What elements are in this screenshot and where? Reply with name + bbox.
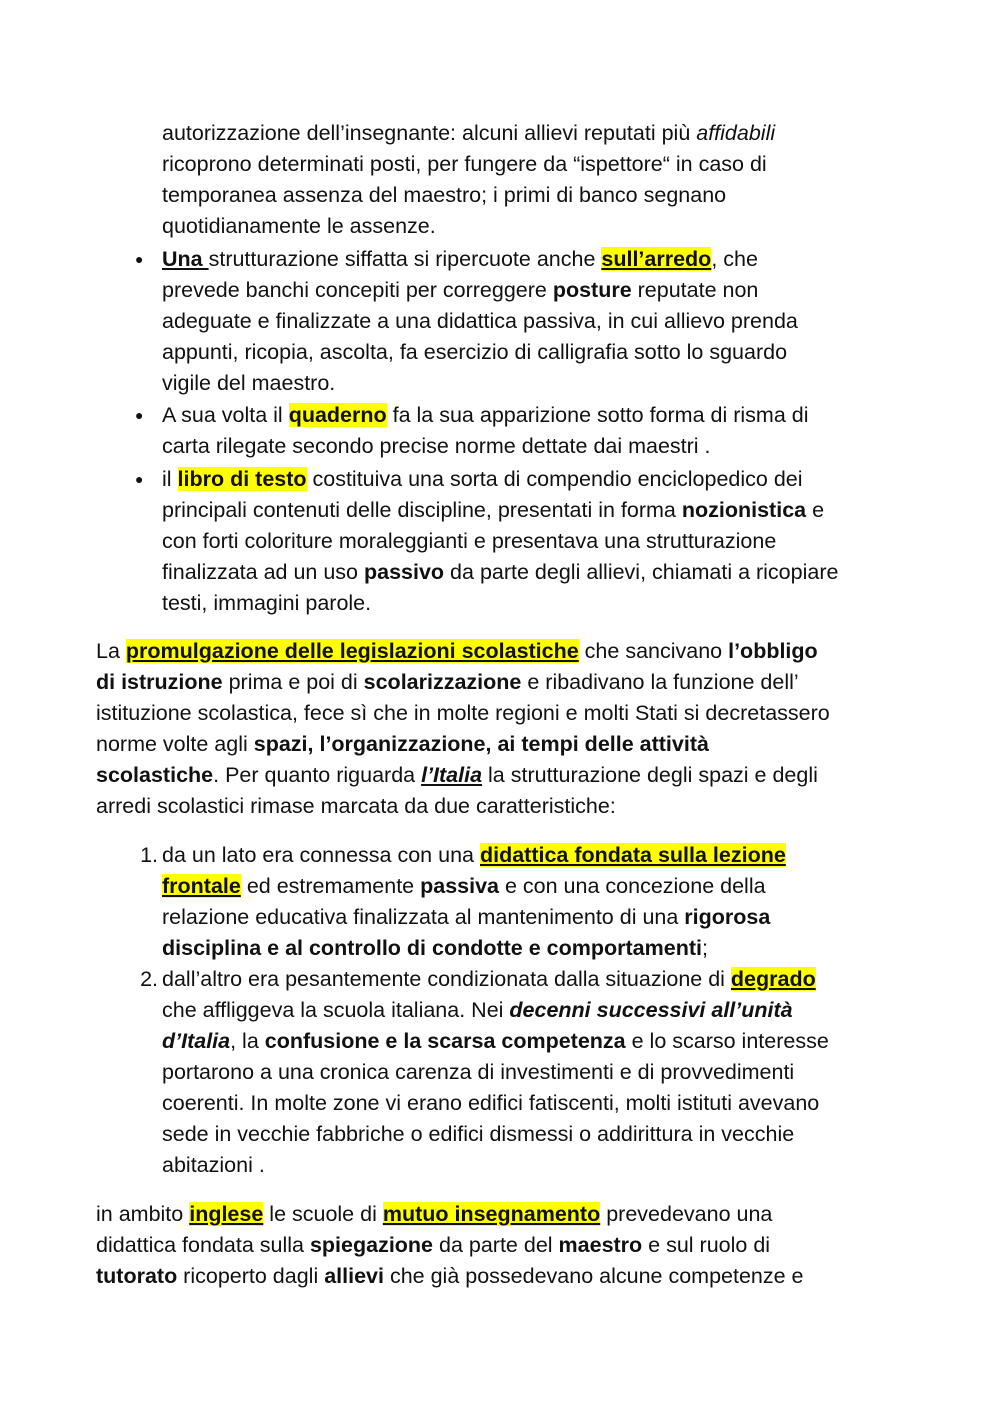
bullet-item-arredo (135, 244, 906, 399)
text-line (162, 495, 906, 526)
text-run: e lo scarso interesse (625, 1029, 829, 1053)
bold-text: scolarizzazione (363, 670, 522, 694)
list-number: 1. (140, 843, 158, 867)
text-run: ; (701, 936, 708, 960)
text-run: che già possedevano alcune competenze e (383, 1264, 804, 1288)
text-line (96, 667, 906, 698)
highlighted-term: libro di testo (177, 467, 307, 491)
highlighted-term: mutuo insegnamento (382, 1202, 601, 1226)
text-line: quotidianamente le assenze. (162, 214, 436, 238)
text-line: arredi scolastici rimase marcata da due caratteristiche: (96, 794, 616, 818)
bullet-marker: ● (135, 471, 144, 487)
intro-paragraph (162, 118, 906, 242)
text-run: finalizzata ad un uso (162, 560, 364, 584)
text-run: strutturazione siffatta si ripercuote anche (208, 247, 602, 271)
text-run: fa la sua apparizione sotto forma di risma di (386, 403, 809, 427)
text-run: da un lato era connessa con una (162, 843, 480, 867)
bold-text: tutorato (96, 1264, 178, 1288)
text-run: e (806, 498, 825, 522)
text-line: coerenti. In molte zone vi erano edifici fatiscenti, molti istituti avevano (162, 1091, 820, 1115)
text-run: ed estremamente (240, 874, 421, 898)
text-run: , che (711, 247, 758, 271)
bold-text: scolastiche (96, 763, 214, 787)
text-line: con forti coloriture moraleggianti e presentava una strutturazione (162, 529, 777, 553)
text-run: e ribadivano la funzione dell’ (521, 670, 799, 694)
text-run: didattica fondata sulla (96, 1233, 310, 1257)
text-line: temporanea assenza del maestro; i primi di banco segnano (162, 183, 727, 207)
list-number: 2. (140, 967, 158, 991)
text-line: abitazioni . (162, 1153, 265, 1177)
bold-text: confusione e la scarsa competenza (264, 1029, 626, 1053)
text-run: ricoperto dagli (177, 1264, 325, 1288)
text-line: testi, immagini parole. (162, 591, 372, 615)
text-line (162, 933, 906, 964)
text-line (96, 1261, 906, 1292)
bullet-item-quaderno (135, 400, 906, 462)
paragraph-legislazioni (96, 636, 906, 822)
highlighted-term: inglese (189, 1202, 264, 1226)
underlined-bold-text: Una (162, 247, 209, 271)
text-run: e con una concezione della (499, 874, 766, 898)
bold-italic-text: decenni successivi all’unità (509, 998, 793, 1022)
numbered-item-2 (140, 964, 906, 1181)
text-run: autorizzazione dell’insegnante: alcuni allievi reputati più (162, 121, 697, 145)
text-run: norme volte agli (96, 732, 254, 756)
text-line (162, 964, 906, 995)
text-line (162, 871, 906, 902)
text-line (96, 1199, 906, 1230)
highlighted-term: quaderno (288, 403, 387, 427)
text-run: che affliggeva la scuola italiana. Nei (162, 998, 510, 1022)
text-line (96, 760, 906, 791)
bold-text: passiva (420, 874, 500, 898)
bold-italic-underlined-text: l’Italia (421, 763, 483, 787)
text-run: A sua volta il (162, 403, 289, 427)
paragraph-mutuo-insegnamento (96, 1199, 906, 1292)
text-run: prevede banchi concepiti per correggere (162, 278, 553, 302)
text-run: dall’altro era pesantemente condizionata dalla situazione di (162, 967, 731, 991)
bullet-marker: ● (135, 251, 144, 267)
numbered-item-1 (140, 840, 906, 964)
text-line (96, 636, 906, 667)
bullet-marker: ● (135, 407, 144, 423)
highlighted-term: promulgazione delle legislazioni scolastiche (125, 639, 579, 663)
bold-text: posture (552, 278, 632, 302)
bold-italic-text: d’Italia (162, 1029, 231, 1053)
highlighted-term: didattica fondata sulla lezione (479, 843, 786, 867)
bold-text: nozionistica (681, 498, 807, 522)
text-line: istituzione scolastica, fece sì che in molte regioni e molti Stati si decretassero (96, 701, 830, 725)
text-run: da parte degli allievi, chiamati a ricopiare (444, 560, 839, 584)
text-line: ricoprono determinati posti, per fungere da “ispettore“ in caso di (162, 152, 767, 176)
text-run: la strutturazione degli spazi e degli (482, 763, 818, 787)
text-line (162, 244, 906, 275)
text-run: reputate non (631, 278, 759, 302)
text-run: che sancivano (578, 639, 729, 663)
bold-text: rigorosa (684, 905, 771, 929)
text-line: appunti, ricopia, ascolta, fa esercizio di calligrafia sotto lo sguardo (162, 340, 788, 364)
text-line: carta rilegate secondo precise norme dettate dai maestri . (162, 434, 711, 458)
bullet-item-libro (135, 464, 906, 619)
text-line: portarono a una cronica carenza di investimenti e di provvedimenti (162, 1060, 795, 1084)
text-run: principali contenuti delle discipline, presentati in forma (162, 498, 682, 522)
text-line (162, 995, 906, 1026)
highlighted-term: frontale (162, 874, 241, 898)
text-run: costituiva una sorta di compendio enciclopedico dei (306, 467, 803, 491)
text-run: il (162, 467, 178, 491)
text-line (162, 1026, 906, 1057)
bold-text: allievi (324, 1264, 384, 1288)
bold-text: spiegazione (309, 1233, 434, 1257)
italic-text: affidabili (696, 121, 776, 145)
text-run: prima e poi di (222, 670, 364, 694)
bold-text: spazi, l’organizzazione, ai tempi delle attività (253, 732, 709, 756)
text-run: da parte del (433, 1233, 559, 1257)
text-line (96, 729, 906, 760)
text-line (162, 118, 906, 149)
highlighted-term: degrado (730, 967, 816, 991)
text-run: e sul ruolo di (642, 1233, 771, 1257)
text-run: relazione educativa finalizzata al mantenimento di una (162, 905, 685, 929)
text-line (162, 464, 906, 495)
text-line (96, 1230, 906, 1261)
text-line: adeguate e finalizzate a una didattica passiva, in cui allievo prenda (162, 309, 798, 333)
text-line: vigile del maestro. (162, 371, 336, 395)
bold-text: maestro (558, 1233, 643, 1257)
highlighted-term: sull’arredo (601, 247, 712, 271)
text-run: prevedevano una (600, 1202, 773, 1226)
text-run: le scuole di (263, 1202, 383, 1226)
bold-text: passivo (364, 560, 445, 584)
bold-text: di istruzione (96, 670, 223, 694)
text-run: . Per quanto riguarda (213, 763, 422, 787)
text-line (162, 275, 906, 306)
text-line (162, 840, 906, 871)
text-line (162, 557, 906, 588)
text-line: sede in vecchie fabbriche o edifici dismessi o addirittura in vecchie (162, 1122, 795, 1146)
text-run: , la (230, 1029, 265, 1053)
text-line (162, 902, 906, 933)
bold-text: l’obbligo (728, 639, 818, 663)
text-run: La (96, 639, 126, 663)
bold-text: disciplina e al controllo di condotte e comportamenti (162, 936, 702, 960)
text-run: in ambito (96, 1202, 190, 1226)
text-line (162, 400, 906, 431)
